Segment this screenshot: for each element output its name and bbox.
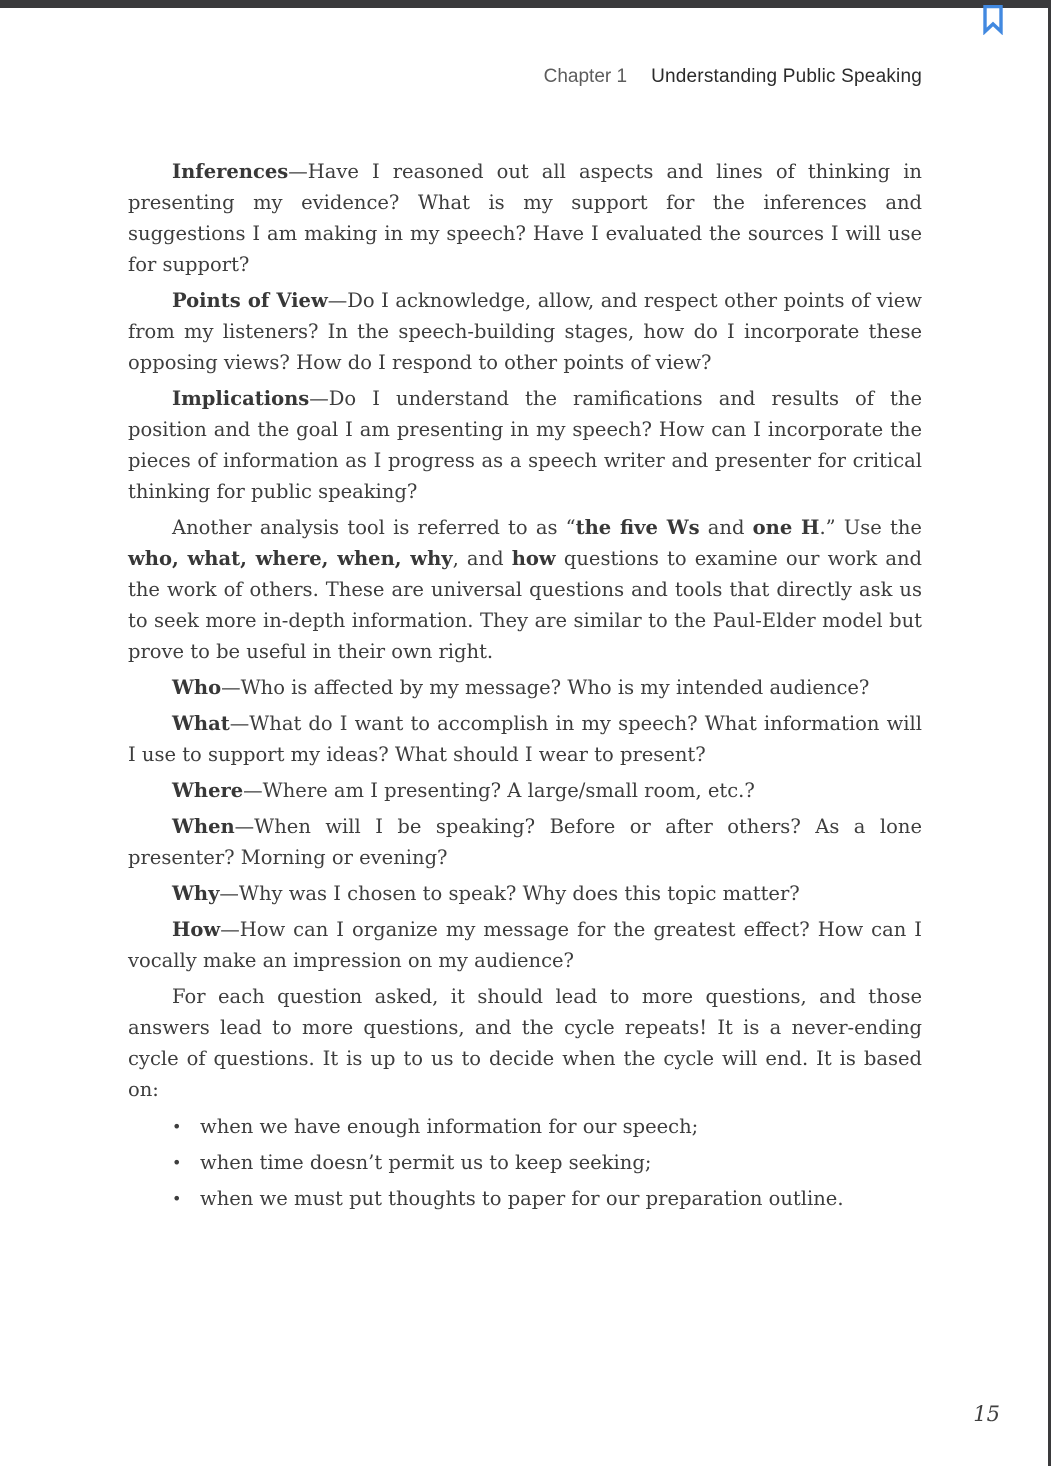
bookmark-icon[interactable] [982, 5, 1004, 35]
paragraph-text: —Who is affected by my message? Who is my intended audience? [221, 676, 870, 699]
bold-term: Why [172, 882, 220, 905]
paragraph-text: questions to examine our work and the work of others. These are universal questions and tools that directly ask us to seek more in-depth information. They are similar to the Paul-Elder model but prove to be useful in their own right. [128, 547, 923, 663]
paragraph-text: , and [452, 547, 512, 570]
bullet-icon: • [172, 1117, 182, 1136]
list-item [128, 1183, 922, 1214]
bold-term: When [172, 815, 235, 838]
paragraph-text: Another analysis tool is referred to as “ [172, 516, 576, 539]
paragraph-five-ws [128, 512, 922, 667]
bold-term: Implications [172, 387, 310, 410]
paragraph-text: —Do I understand the ramifications and results of the position and the goal I am presenting in my speech? How can I incorporate the pieces of information as I progress as a speech writer and presenter for critical thinking for public speaking? [128, 387, 922, 503]
list-item [128, 1147, 922, 1178]
paragraph-how [128, 914, 922, 976]
bold-term: Inferences [172, 160, 289, 183]
running-header [128, 64, 922, 90]
bold-term: How [172, 918, 221, 941]
body-text [128, 156, 922, 1219]
paragraph-text: —How can I organize my message for the greatest effect? How can I vocally make an impression on my audience? [128, 918, 922, 972]
paragraph-where [128, 775, 922, 806]
chapter-title: Understanding Public Speaking [651, 66, 922, 87]
paragraph-when [128, 811, 922, 873]
page-number: 15 [973, 1402, 1000, 1426]
paragraph-text: —Why was I chosen to speak? Why does this topic matter? [219, 882, 800, 905]
paragraph-cycle [128, 981, 922, 1105]
paragraph-text: —When will I be speaking? Before or after others? As a lone presenter? Morning or evening? [128, 815, 922, 869]
bold-term: Points of View [172, 289, 328, 312]
paragraph-text: and [699, 516, 753, 539]
chapter-label: Chapter 1 [543, 66, 628, 87]
list-item-text: when we have enough information for our speech; [200, 1115, 699, 1138]
bold-term: the five Ws [575, 516, 700, 539]
bold-term: Where [172, 779, 244, 802]
bullet-icon: • [172, 1189, 182, 1208]
list-item-text: when time doesn’t permit us to keep seeking; [200, 1151, 652, 1174]
list-item-text: when we must put thoughts to paper for our preparation outline. [200, 1187, 844, 1210]
bold-term: how [511, 547, 556, 570]
paragraph-text: —What do I want to accomplish in my speech? What information will I use to support my ideas? What should I wear to present? [128, 712, 922, 766]
paragraph-what [128, 708, 922, 770]
bullet-list [128, 1111, 922, 1214]
paragraph-implications [128, 383, 922, 507]
paragraph-text: —Where am I presenting? A large/small room, etc.? [243, 779, 755, 802]
paragraph-text: —Do I acknowledge, allow, and respect other points of view from my listeners? In the speech-building stages, how do I incorporate these opposing views? How do I respond to other points of view? [128, 289, 922, 374]
paragraph-points-of-view [128, 285, 922, 378]
top-border-bar [0, 0, 1051, 8]
paragraph-text: .” Use the [819, 516, 922, 539]
bullet-icon: • [172, 1153, 182, 1172]
bold-term: What [172, 712, 230, 735]
list-item [128, 1111, 922, 1142]
paragraph-why [128, 878, 922, 909]
paragraph-text: —Have I reasoned out all aspects and lines of thinking in presenting my evidence? What is my support for the inferences and suggestions I am making in my speech? Have I evaluated the sources I will use for support? [128, 160, 922, 276]
paragraph-who [128, 672, 922, 703]
bold-term: who, what, where, when, why [128, 547, 453, 570]
paragraph-text: For each question asked, it should lead to more questions, and those answers lead to more questions, and the cycle repeats! It is a never-ending cycle of questions. It is up to us to decide when the cycle will end. It is based on: [128, 985, 922, 1101]
bold-term: Who [172, 676, 222, 699]
paragraph-inferences [128, 156, 922, 280]
bold-term: one H [752, 516, 820, 539]
